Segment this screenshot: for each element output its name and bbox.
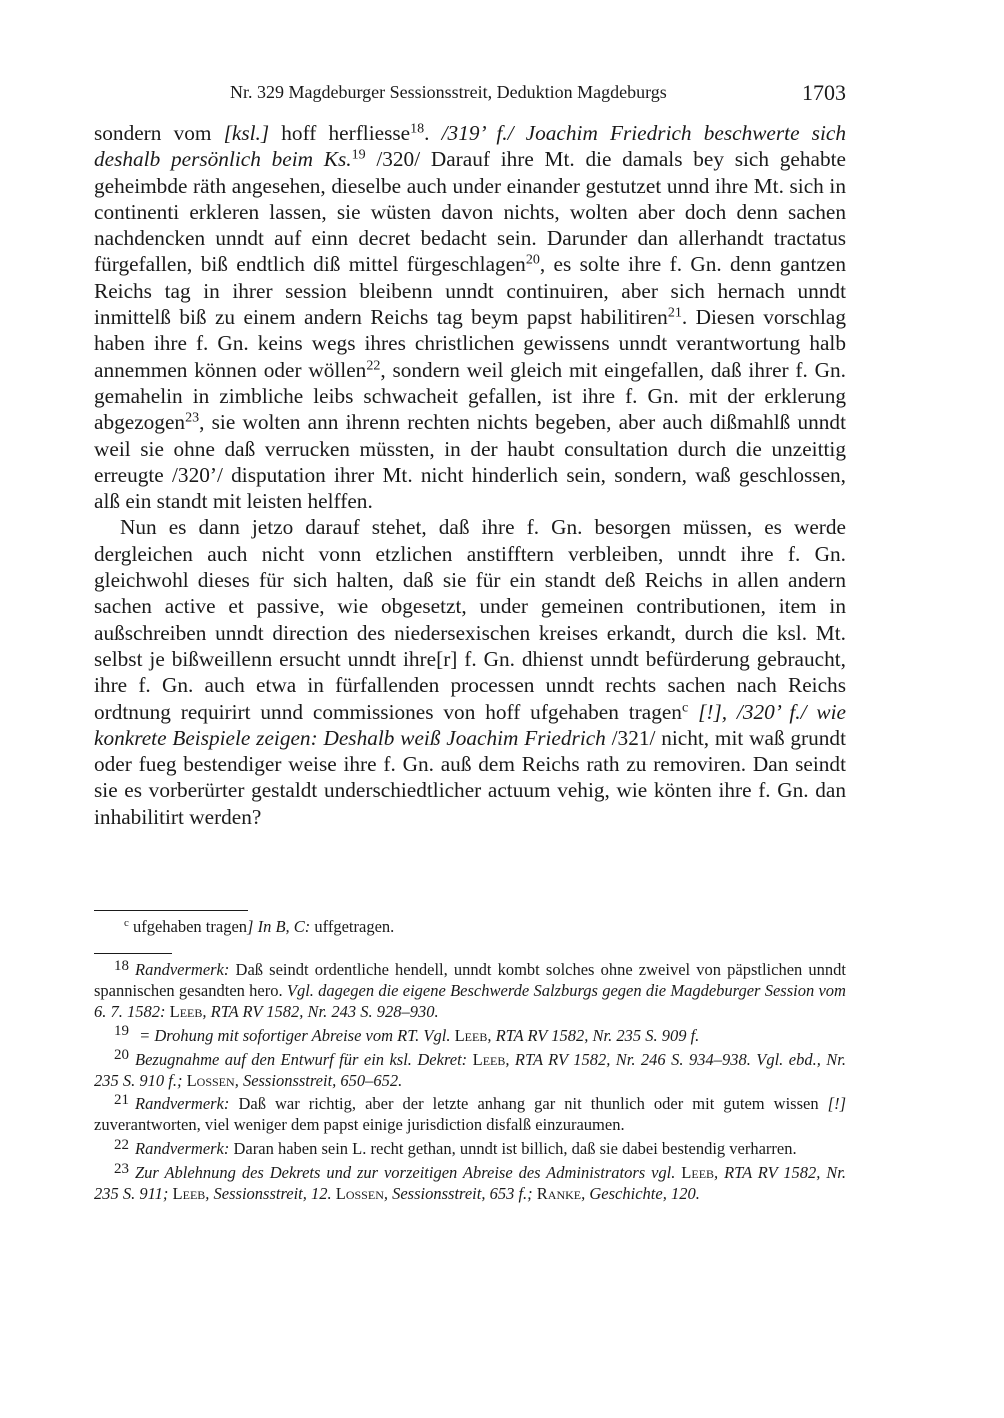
apparatus-rule — [94, 910, 248, 911]
apparatus-mark: c — [124, 917, 129, 930]
text-run: . Diesen vorschlag haben ihre f. Gn. keins wegs ihres christlichen gewissens unndt verantwortung halb annemmen können oder wöllen — [94, 305, 846, 382]
footnote-ref-22: 22 — [366, 356, 381, 373]
text-run: , sondern weil gleich mit eingefallen, daß ihrer f. Gn. gemahelin in zimbliche leibs schwacheit gefallen, ist ihre f. Gn. mit der erklerung abgezogen — [94, 357, 846, 435]
page-number: 1703 — [802, 80, 846, 105]
footnote-ref-23: 23 — [185, 409, 200, 426]
footnote-19 — [94, 1023, 846, 1047]
italic-run: Randvermerk: — [135, 1139, 230, 1159]
italic-run: , Geschichte, 120. — [581, 1184, 700, 1204]
text-run: hoff herfliesse — [269, 121, 411, 145]
text-run — [688, 700, 698, 724]
italic-run: Bezugnahme auf den Entwurf für ein ksl. Dekret: — [135, 1049, 468, 1069]
footnote-rule — [94, 953, 172, 954]
italic-run: Zur Ablehnung des Dekrets und zur vorzeitigen Abreise des Administrators vgl. — [135, 1163, 676, 1183]
text-run: , sie wolten ann ihrenn rechten nichts begeben, aber auch dißmahlß unndt weil sie ohne daß verrucken müssten, in der haubt consultation durch die unzeittig erreugte /320’/ disputation ihrer Mt. nicht hinderlich sein, sondern, waß geschlossen, alß ein standt mit leisten helffen. — [94, 410, 846, 514]
footnote-18 — [94, 957, 846, 1023]
author-name: Leeb — [454, 1025, 488, 1045]
author-name: Leeb — [169, 1001, 203, 1021]
italic-run: , Sessionsstreit, 12. — [205, 1184, 332, 1204]
apparatus-ref-c: c — [681, 698, 689, 715]
apparatus-note-c — [94, 916, 846, 937]
text-run: , es solte ihre f. Gn. denn gantzen Reichs tag in ihrer session bleibenn unndt continuiren, aber sich hernach unndt inmittelß biß zu einem andern Reichs tag beym papst habilitiren — [94, 252, 846, 330]
author-name: Leeb — [472, 1049, 506, 1069]
author-name: Leeb — [681, 1163, 715, 1183]
critical-apparatus — [94, 916, 846, 937]
author-name: Leeb — [172, 1184, 206, 1204]
italic-run: , RTA RV 1582, Nr. 246 S. 934–938. Vgl. ebd., Nr. 235 S. 910 f.; — [94, 1049, 846, 1090]
italic-run: [!] — [827, 1094, 846, 1114]
footnotes — [94, 957, 846, 1208]
italic-run: [!], /320’ f./ wie konkrete Beispiele zeigen: Deshalb weiß Joachim Friedrich — [94, 699, 846, 750]
footnote-number: 18 — [114, 957, 129, 974]
footnote-number: 21 — [114, 1092, 129, 1109]
text-run: . — [424, 121, 442, 145]
footnote-20 — [94, 1047, 846, 1092]
running-title: Nr. 329 Magdeburger Sessionsstreit, Deduktion Magdeburgs — [230, 82, 667, 102]
text-run: Nun es dann jetzo darauf stehet, daß ihre f. Gn. besorgen müssen, es werde dergleichen auch nicht vonn etzlichen anstifftern verbleiben, unndt ihre f. Gn. gleichwohl dieses für sich halten, daß sie für ein standt deß Reichs in allen andern sachen active et passive, wie obgesetzt, under gemeinen contributionen, item in außschreiben unndt direction des niedersexischen kreises erkandt, durch die ksl. Mt. selbst je bißweillenn ersucht unndt ihre[r] f. Gn. dhienst unndt befürderung gebraucht, ihre f. Gn. auch etwa in fürfallenden processen unndt rechts sachen nach Reichs ordtnung requirirt unnd commissiones von hoff ufgehaben tragen — [94, 515, 846, 724]
footnote-23 — [94, 1160, 846, 1205]
footnote-22 — [94, 1139, 846, 1160]
italic-run: , Sessionsstreit, 653 f.; — [383, 1184, 533, 1204]
text-run: sondern vom — [94, 121, 224, 145]
text-run: Daß war richtig, aber der letzte anhang gar nit thunlich oder mit gutem wissen — [229, 1094, 828, 1114]
author-name: Ranke — [536, 1184, 582, 1204]
italic-run: /319’ f./ Joachim Friedrich beschwerte sich deshalb persönlich beim Ks. — [94, 121, 846, 172]
footnote-ref-19: 19 — [351, 146, 366, 163]
page-header — [94, 80, 846, 108]
paragraph-1 — [94, 120, 846, 514]
text-run: /321/ nicht, mit waß grundt oder fueg bestendiger weise ihre f. Gn. auß dem Reichs rath zu removiren. Dan seindt sie es vorberürter gestaldt underschiedtlicher actuum vehig, wie könten ihre f. Gn. dan inhabilitirt werden? — [94, 725, 846, 829]
footnote-number: 19 — [114, 1023, 129, 1040]
text-run: ufgehaben tragen — [128, 917, 248, 936]
author-name: Lossen — [186, 1070, 235, 1090]
footnote-ref-21: 21 — [667, 304, 682, 321]
footnote-21 — [94, 1094, 846, 1136]
text-run: uffgetragen. — [310, 917, 395, 936]
italic-run: Randvermerk: — [135, 960, 230, 979]
footnote-number: 23 — [114, 1160, 129, 1177]
italic-run: , RTA RV 1582, Nr. 235 S. 909 f. — [487, 1025, 700, 1045]
text-run: Daran haben sein L. recht gethan, unndt ist billich, daß sie dabei bestendig verharren. — [229, 1139, 797, 1159]
main-text — [94, 120, 846, 830]
footnote-ref-20: 20 — [525, 251, 540, 268]
text-run: zuverantworten, viel weniger dem papst einige jurisdiction disfalß einzuraumen. — [94, 1115, 625, 1135]
text-run: Daß seindt ordentliche hendell, unndt kombt solches ohne zweivel von päpstlichen unndt spannischen gesandten hero. — [94, 960, 846, 1000]
italic-run: , Sessionsstreit, 650–652. — [234, 1070, 403, 1090]
italic-run: , RTA RV 1582, Nr. 235 S. 911; — [94, 1163, 846, 1204]
footnote-number: 20 — [114, 1047, 129, 1064]
paragraph-2 — [94, 514, 846, 830]
text-run: /320/ Darauf ihre Mt. die damals bey sich gehabte geheimbde räth angesehen, dieselbe auch under einander gestutzet unnd ihre Mt. sich in continenti erkleren lassen, sie wüsten davon nichts, wolten aber doch denn sachen nachdencken unndt auf einn decret bedacht sein. Darunder dan allerhandt tractatus fürgefallen, biß endtlich diß mittel fürgeschlagen — [94, 147, 846, 277]
footnote-ref-18: 18 — [410, 120, 425, 137]
footnote-number: 22 — [114, 1137, 129, 1153]
italic-run: , RTA RV 1582, Nr. 243 S. 928–930. — [202, 1001, 439, 1021]
italic-run: ] In B, C: — [247, 917, 311, 936]
italic-run: [ksl.] — [223, 121, 270, 145]
italic-run: Randvermerk: — [135, 1094, 230, 1114]
italic-run: = Drohung mit sofortiger Abreise vom RT. Vgl. — [135, 1025, 451, 1045]
italic-run: Vgl. dagegen die eigene Beschwerde Salzburgs gegen die Magdeburger Session vom 6. 7. 1582: — [94, 980, 846, 1021]
author-name: Lossen — [335, 1184, 384, 1204]
